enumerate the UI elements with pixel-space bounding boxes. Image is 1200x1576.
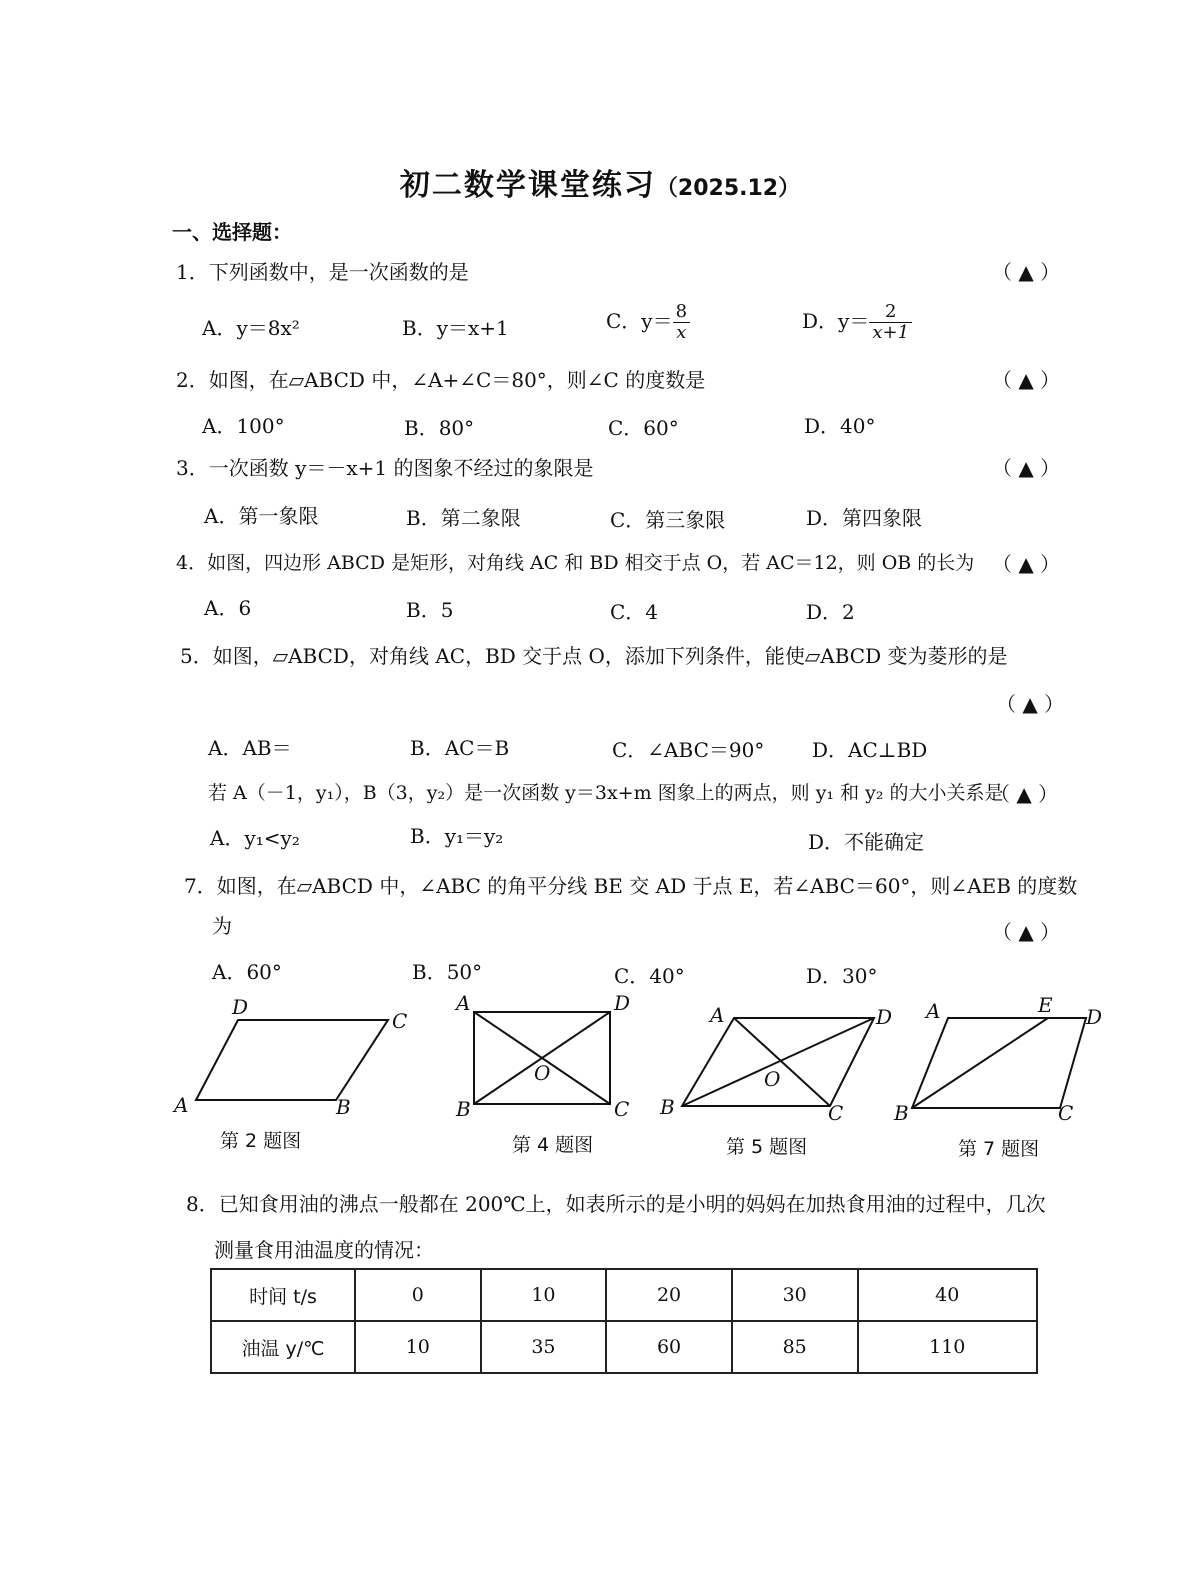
fig2-label-b: B: [336, 1095, 351, 1119]
question-8: 8．已知食用油的沸点一般都在 200℃上，如表所示的是小明的妈妈在加热食用油的过程中，几次: [186, 1192, 1046, 1216]
question-2-stem: 如图，在▱ABCD 中，∠A+∠C＝80°，则∠C 的度数是: [208, 368, 706, 392]
fig5-diagonal-bd: [682, 1018, 874, 1106]
table-row: [211, 1321, 1037, 1373]
q3-option-c: C．第三象限: [610, 508, 726, 532]
q6-option-a: A．y₁<y₂: [210, 826, 300, 850]
fig7-label-a: A: [926, 999, 941, 1023]
fig5-diagonal-ac: [734, 1018, 830, 1106]
table-header-temp: 油温 y/℃: [211, 1321, 355, 1373]
q5-option-c: C．∠ABC＝90°: [612, 738, 765, 762]
fig7-label-d: D: [1086, 1005, 1103, 1029]
figures-row: [160, 990, 1120, 1170]
table-cell: 10: [481, 1269, 607, 1321]
question-8-stem: 已知食用油的沸点一般都在 200℃上，如表所示的是小明的妈妈在加热食用油的过程中，几次: [218, 1192, 1046, 1216]
q1-option-d: D．y＝ $\frac{2}{x+1}$: [802, 302, 912, 343]
fig5-label-a: A: [710, 1003, 725, 1027]
q2-option-b: B．80°: [404, 416, 475, 440]
answer-paren-7: （ ▲ ）: [992, 920, 1061, 944]
table-cell: 110: [858, 1321, 1038, 1373]
fig4-label-d: D: [614, 991, 631, 1015]
question-1-stem: 下列函数中，是一次函数的是: [208, 260, 469, 284]
answer-paren-2: （ ▲ ）: [992, 368, 1061, 392]
question-6-stem: 若 A（－1，y₁），B（3，y₂）是一次函数 y＝3x+m 图象上的两点，则 y₁ 和 y₂ 的大小关系是: [208, 782, 1004, 804]
q4-option-b: B．5: [406, 598, 454, 622]
table-cell: 10: [355, 1321, 481, 1373]
q3-option-d: D．第四象限: [806, 506, 923, 530]
fig4-caption: 第 4 题图: [512, 1134, 594, 1156]
table-cell: 0: [355, 1269, 481, 1321]
q6-option-b: B．y₁＝y₂: [410, 824, 504, 848]
answer-paren-4: （ ▲ ）: [992, 552, 1061, 576]
fig7-label-c: C: [1058, 1101, 1074, 1125]
page-title: [0, 160, 1200, 204]
fig4-label-a: A: [456, 991, 471, 1015]
fig2-label-d: D: [232, 995, 249, 1019]
q1-option-a: A．y＝8x²: [202, 316, 300, 340]
q5-option-b: B．AC＝B: [410, 736, 510, 760]
q4-option-d: D．2: [806, 600, 855, 624]
fig4-label-o: O: [534, 1061, 551, 1085]
fig5-label-b: B: [660, 1095, 675, 1119]
table-cell: 40: [858, 1269, 1038, 1321]
fig5-caption: 第 5 题图: [726, 1136, 808, 1158]
q2-option-a: A．100°: [202, 414, 285, 438]
question-5: 5．如图，▱ABCD，对角线 AC，BD 交于点 O，添加下列条件，能使▱ABCD 变为菱形的是: [180, 644, 1008, 668]
section-heading: 一、选择题：: [172, 220, 292, 244]
answer-paren-5: （ ▲ ）: [996, 692, 1065, 716]
q7-option-d: D．30°: [806, 964, 878, 988]
q1-option-b: B．y＝x+1: [402, 316, 509, 340]
fig2-caption: 第 2 题图: [220, 1130, 302, 1152]
question-3-stem: 一次函数 y＝－x+1 的图象不经过的象限是: [208, 456, 594, 480]
table-cell: 20: [606, 1269, 732, 1321]
fig7-parallelogram: [912, 1018, 1086, 1108]
q4-option-c: C．4: [610, 600, 659, 624]
temperature-table: [210, 1268, 1038, 1374]
fig7-bisector-be: [912, 1018, 1048, 1108]
q2-option-d: D．40°: [804, 414, 876, 438]
question-4: 4．如图，四边形 ABCD 是矩形，对角线 AC 和 BD 相交于点 O，若 AC＝12，则 OB 的长为: [176, 552, 975, 574]
answer-paren-6: （ ▲ ）: [990, 782, 1059, 806]
title-main: 初二数学课堂练习: [399, 168, 656, 203]
question-7-stem-cont: 为: [212, 914, 232, 938]
question-3: 3．一次函数 y＝－x+1 的图象不经过的象限是: [176, 456, 594, 480]
fig7-label-b: B: [894, 1101, 909, 1125]
q7-option-b: B．50°: [412, 960, 483, 984]
table-cell: 35: [481, 1321, 607, 1373]
question-5-stem: 如图，▱ABCD，对角线 AC，BD 交于点 O，添加下列条件，能使▱ABCD 变为菱形的是: [212, 644, 1008, 668]
question-7-stem: 如图，在▱ABCD 中，∠ABC 的角平分线 BE 交 AD 于点 E，若∠ABC＝60°，则∠AEB 的度数: [216, 874, 1078, 898]
table-cell: 85: [732, 1321, 858, 1373]
table-cell: 30: [732, 1269, 858, 1321]
fig5-label-o: O: [764, 1067, 781, 1091]
fig4-label-c: C: [614, 1097, 630, 1121]
fig7-caption: 第 7 题图: [958, 1138, 1040, 1160]
q2-option-c: C．60°: [608, 416, 679, 440]
q5-option-a: A．AB＝: [208, 736, 292, 760]
fig7-label-e: E: [1038, 993, 1053, 1017]
table-cell: 60: [606, 1321, 732, 1373]
answer-paren-3: （ ▲ ）: [992, 456, 1061, 480]
fig5-label-d: D: [876, 1005, 893, 1029]
q4-option-a: A．6: [204, 596, 252, 620]
q1-option-c: C．y＝ $\frac{8}{x}$: [606, 302, 690, 343]
question-6: [208, 778, 1004, 805]
title-date: （2025.12）: [655, 176, 801, 201]
question-1: 1．下列函数中，是一次函数的是: [176, 260, 469, 284]
q7-option-a: A．60°: [212, 960, 282, 984]
fig2-label-a: A: [174, 1093, 189, 1117]
q5-option-d: D．AC⊥BD: [812, 738, 928, 762]
q6-option-d: D．不能确定: [808, 830, 925, 854]
q1-d-fraction: $\frac{2}{x+1}$: [869, 302, 912, 343]
table-header-time: 时间 t/s: [211, 1269, 355, 1321]
answer-paren-1: （ ▲ ）: [992, 260, 1061, 284]
q3-option-a: A．第一象限: [204, 504, 319, 528]
fig5-label-c: C: [828, 1101, 844, 1125]
question-2: 2．如图，在▱ABCD 中，∠A+∠C＝80°，则∠C 的度数是: [176, 368, 706, 392]
table-row: [211, 1269, 1037, 1321]
fig2-parallelogram: [196, 1020, 388, 1100]
fig4-label-b: B: [456, 1097, 471, 1121]
question-8-stem-cont: 测量食用油温度的情况：: [214, 1238, 434, 1262]
q3-option-b: B．第二象限: [406, 506, 521, 530]
question-4-stem: 如图，四边形 ABCD 是矩形，对角线 AC 和 BD 相交于点 O，若 AC＝12，则 OB 的长为: [207, 552, 975, 574]
fig2-label-c: C: [392, 1009, 408, 1033]
q7-option-c: C．40°: [614, 964, 685, 988]
question-7: 7．如图，在▱ABCD 中，∠ABC 的角平分线 BE 交 AD 于点 E，若∠ABC＝60°，则∠AEB 的度数: [184, 874, 1078, 898]
q1-c-fraction: $\frac{8}{x}$: [673, 302, 690, 343]
